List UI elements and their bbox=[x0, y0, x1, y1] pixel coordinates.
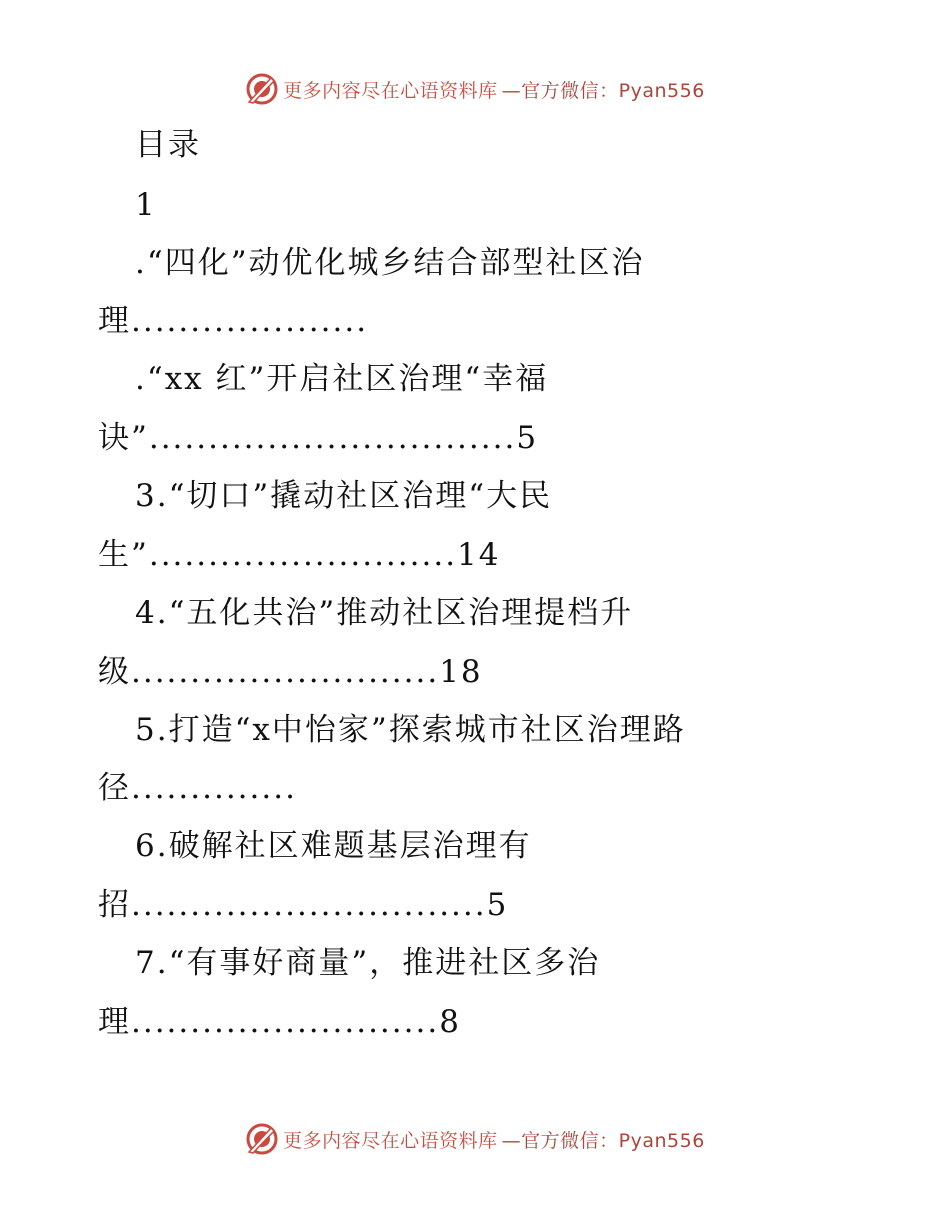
toc-entry-1-leader: 理.................... bbox=[98, 303, 369, 339]
toc-heading: 目录 bbox=[135, 127, 201, 163]
toc-entry-6-title: 6.破解社区难题基层治理有 bbox=[135, 828, 532, 864]
toc-entry-3-leader: 生”..........................14 bbox=[98, 537, 501, 573]
toc-entry-4-leader: 级..........................18 bbox=[98, 654, 483, 690]
toc-entry-7-title: 7.“有事好商量”，推进社区多治 bbox=[135, 945, 601, 981]
watermark-text: 更多内容尽在心语资料库 bbox=[283, 1129, 498, 1152]
toc-entry-1-title: .“四化”动优化城乡结合部型社区治 bbox=[135, 245, 645, 281]
toc-entry-4-title: 4.“五化共治”推动社区治理提档升 bbox=[135, 595, 634, 631]
toc-entry-2-leader: 诀”...............................5 bbox=[98, 420, 539, 456]
quill-seal-icon bbox=[245, 72, 279, 106]
quill-seal-icon bbox=[245, 1122, 279, 1156]
toc-entry-3-title: 3.“切口”撬动社区治理“大民 bbox=[135, 478, 553, 514]
toc-entry-5-leader: 径.............. bbox=[98, 770, 297, 806]
watermark-wechat: —官方微信：Pyan556 bbox=[501, 1129, 705, 1152]
toc-number: 1 bbox=[135, 187, 157, 223]
watermark-wechat: —官方微信：Pyan556 bbox=[501, 79, 705, 102]
footer-watermark bbox=[0, 1122, 950, 1156]
toc-entry-5-title: 5.打造“x中怡家”探索城市社区治理路 bbox=[135, 712, 686, 748]
toc-entry-2-title: .“xx 红”开启社区治理“幸福 bbox=[135, 361, 549, 397]
header-watermark bbox=[0, 72, 950, 106]
toc-entry-7-leader: 理..........................8 bbox=[98, 1004, 461, 1040]
watermark-text: 更多内容尽在心语资料库 bbox=[283, 79, 498, 102]
toc-entry-6-leader: 招..............................5 bbox=[98, 887, 509, 923]
